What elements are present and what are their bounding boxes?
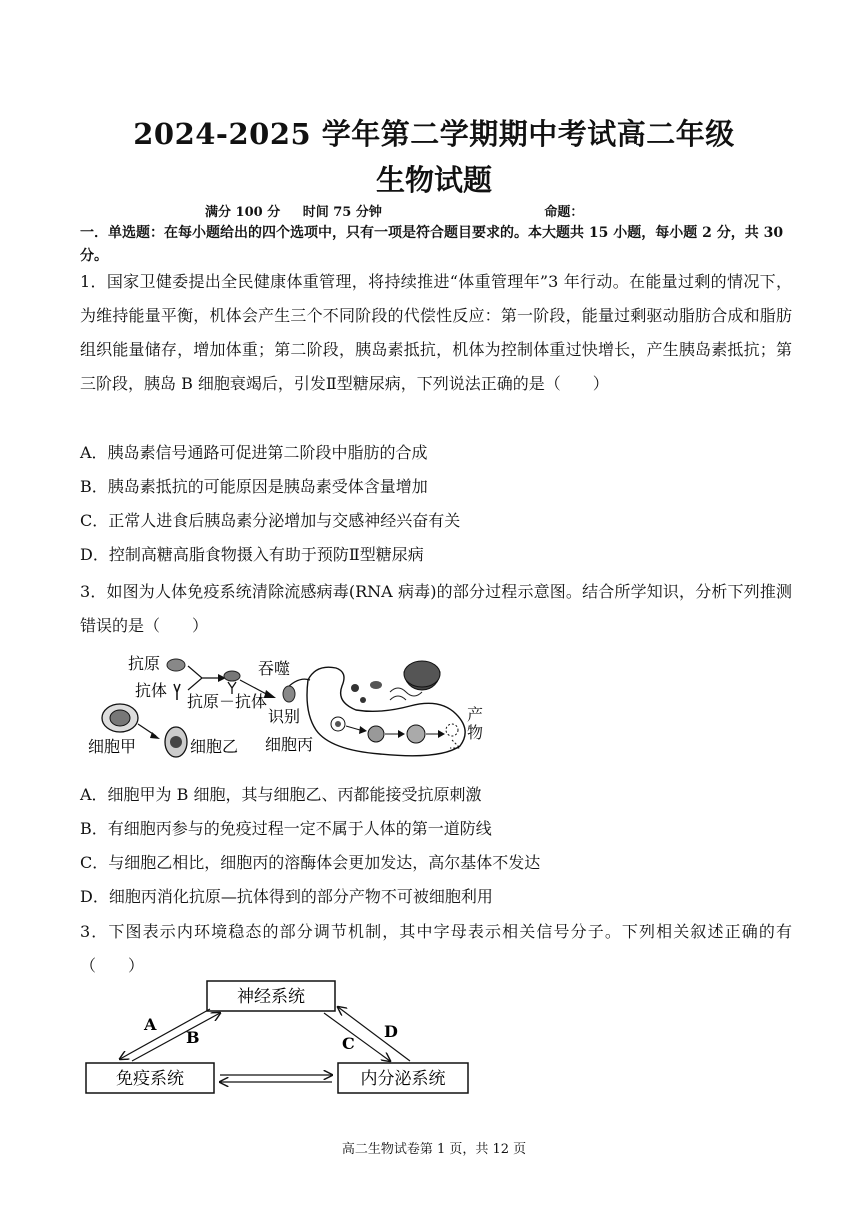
label-signal-a: A [144, 1015, 157, 1034]
q1-option-a: A．胰岛素信号通路可促进第二阶段中脂肪的合成 [80, 443, 428, 462]
exam-time: 时间 75 分钟 [302, 205, 382, 220]
label-immune: 免疫系统 [116, 1069, 184, 1089]
exam-meta [205, 201, 601, 220]
immune-process-diagram [80, 650, 500, 762]
section-heading: 一．单选题：在每小题给出的四个选项中，只有一项是符合题目要求的。本大题共 15 小题，每小题 2 分，共 30 分。 [80, 225, 784, 264]
label-signal-b: B [186, 1028, 200, 1047]
regulation-diagram [80, 975, 480, 1100]
q2-option-b: B．有细胞丙参与的免疫过程一定不属于人体的第一道防线 [80, 819, 492, 838]
label-antibody: 抗体 [135, 681, 168, 700]
label-nervous: 神经系统 [237, 987, 305, 1007]
label-signal-c: C [342, 1034, 355, 1053]
label-signal-d: D [384, 1022, 398, 1041]
full-score: 满分 100 分 [205, 205, 281, 220]
question-3-stem: 3．下图表示内环境稳态的部分调节机制，其中字母表示相关信号分子。下列相关叙述正确的有（ ） [80, 922, 792, 975]
antigen-shape [167, 659, 185, 671]
q2-option-d: D．细胞丙消化抗原—抗体得到的部分产物不可被细胞利用 [80, 887, 493, 906]
label-antigen: 抗原 [128, 654, 161, 673]
label-cell-b: 细胞乙 [190, 737, 239, 756]
page-footer: 高二生物试卷第 1 页，共 12 页 [341, 1142, 527, 1157]
label-phagocytosis: 吞噬 [258, 659, 291, 678]
q2-option-c: C．与细胞乙相比，细胞丙的溶酶体会更加发达，高尔基体不发达 [80, 853, 541, 872]
q2-option-a: A．细胞甲为 B 细胞，其与细胞乙、丙都能接受抗原刺激 [80, 785, 482, 804]
q1-option-b: B．胰岛素抵抗的可能原因是胰岛素受体含量增加 [80, 477, 428, 496]
exam-subject: 生物试题 [375, 163, 492, 197]
antibody-shape [174, 684, 180, 700]
q1-option-d: D．控制高糖高脂食物摄入有助于预防Ⅱ型糖尿病 [80, 545, 424, 564]
q1-option-c: C．正常人进食后胰岛素分泌增加与交感神经兴奋有关 [80, 511, 461, 530]
label-cell-c: 细胞丙 [265, 735, 314, 754]
cell-c-shape [307, 667, 465, 756]
label-cell-a: 细胞甲 [88, 737, 137, 756]
label-complex: 抗原－抗体 [187, 692, 268, 711]
setter-label: 命题： [544, 205, 584, 220]
label-product-vertical: 产物 [467, 705, 484, 742]
question-1-stem: 1．国家卫健委提出全民健康体重管理，将持续推进“体重管理年”3 年行动。在能量过剩的情况下，为维持能量平衡，机体会产生三个不同阶段的代偿性反应：第一阶段，能量过剩驱动脂肪合成和脂肪组织能量储存，增加体重；第二阶段，胰岛素抵抗，机体为控制体重过快增长，产生胰岛素抵抗；第三阶段，胰岛 B 细胞衰竭后，引发Ⅱ型糖尿病，下列说法正确的是（ ） [80, 272, 792, 393]
question-2-stem: 3．如图为人体免疫系统清除流感病毒(RNA 病毒)的部分过程示意图。结合所学知识，分析下列推测错误的是（ ） [80, 582, 792, 635]
exam-title: 2024-2025 学年第二学期期中考试高二年级 [133, 117, 735, 151]
label-recognition: 识别 [268, 707, 301, 726]
label-endocrine: 内分泌系统 [360, 1069, 446, 1089]
